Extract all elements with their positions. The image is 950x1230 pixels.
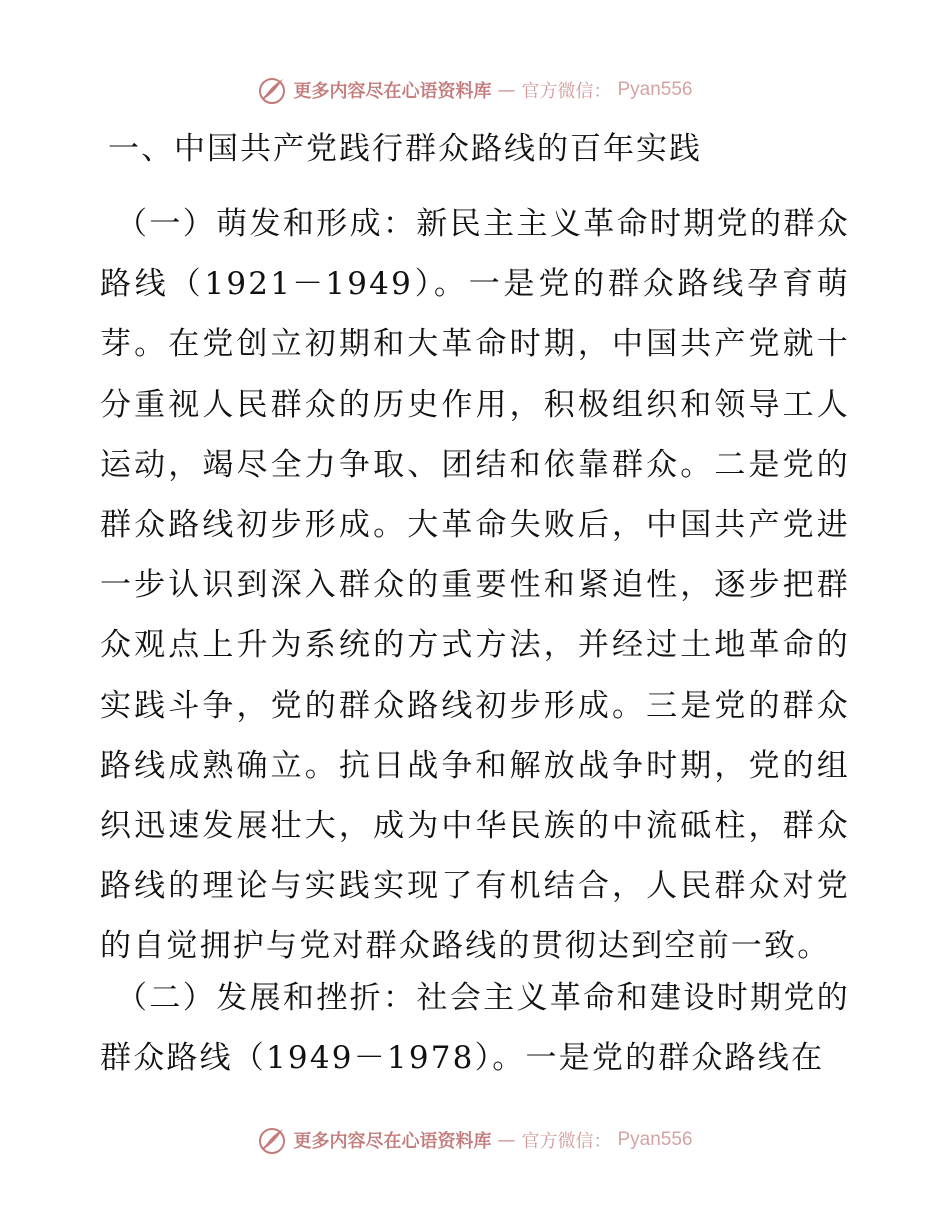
watermark-label: 官方微信： bbox=[521, 81, 612, 102]
watermark-slogan: 更多内容尽在心语资料库 bbox=[293, 81, 492, 102]
watermark-dash: — bbox=[497, 79, 516, 101]
feather-seal-icon bbox=[257, 75, 287, 105]
watermark-account: Pyan556 bbox=[617, 1129, 693, 1150]
section-heading: 一、中国共产党践行群众路线的百年实践 bbox=[108, 131, 702, 167]
feather-seal-icon bbox=[257, 1125, 287, 1155]
watermark-account: Pyan556 bbox=[617, 79, 693, 100]
watermark-dash: — bbox=[497, 1129, 516, 1151]
watermark-header bbox=[0, 72, 950, 108]
paragraph-1: （一）萌发和形成：新民主主义革命时期党的群众路线（1921－1949）。一是党的群众路线孕育萌芽。在党创立初期和大革命时期，中国共产党就十分重视人民群众的历史作用，积极组织和领导工人运动，竭尽全力争取、团结和依靠群众。二是党的群众路线初步形成。大革命失败后，中国共产党进一步认识到深入群众的重要性和紧迫性，逐步把群众观点上升为系统的方式方法，并经过土地革命的实践斗争，党的群众路线初步形成。三是党的群众路线成熟确立。抗日战争和解放战争时期，党的组织迅速发展壮大，成为中华民族的中流砥柱，群众路线的理论与实践实现了有机结合，人民群众对党的自觉拥护与党对群众路线的贯彻达到空前一致。 bbox=[100, 206, 850, 965]
watermark-slogan: 更多内容尽在心语资料库 bbox=[293, 1131, 492, 1152]
watermark-footer bbox=[0, 1122, 950, 1158]
watermark-label: 官方微信： bbox=[521, 1131, 612, 1152]
paragraph-2: （二）发展和挫折：社会主义革命和建设时期党的群众路线（1949－1978）。一是党的群众路线在 bbox=[100, 980, 850, 1077]
